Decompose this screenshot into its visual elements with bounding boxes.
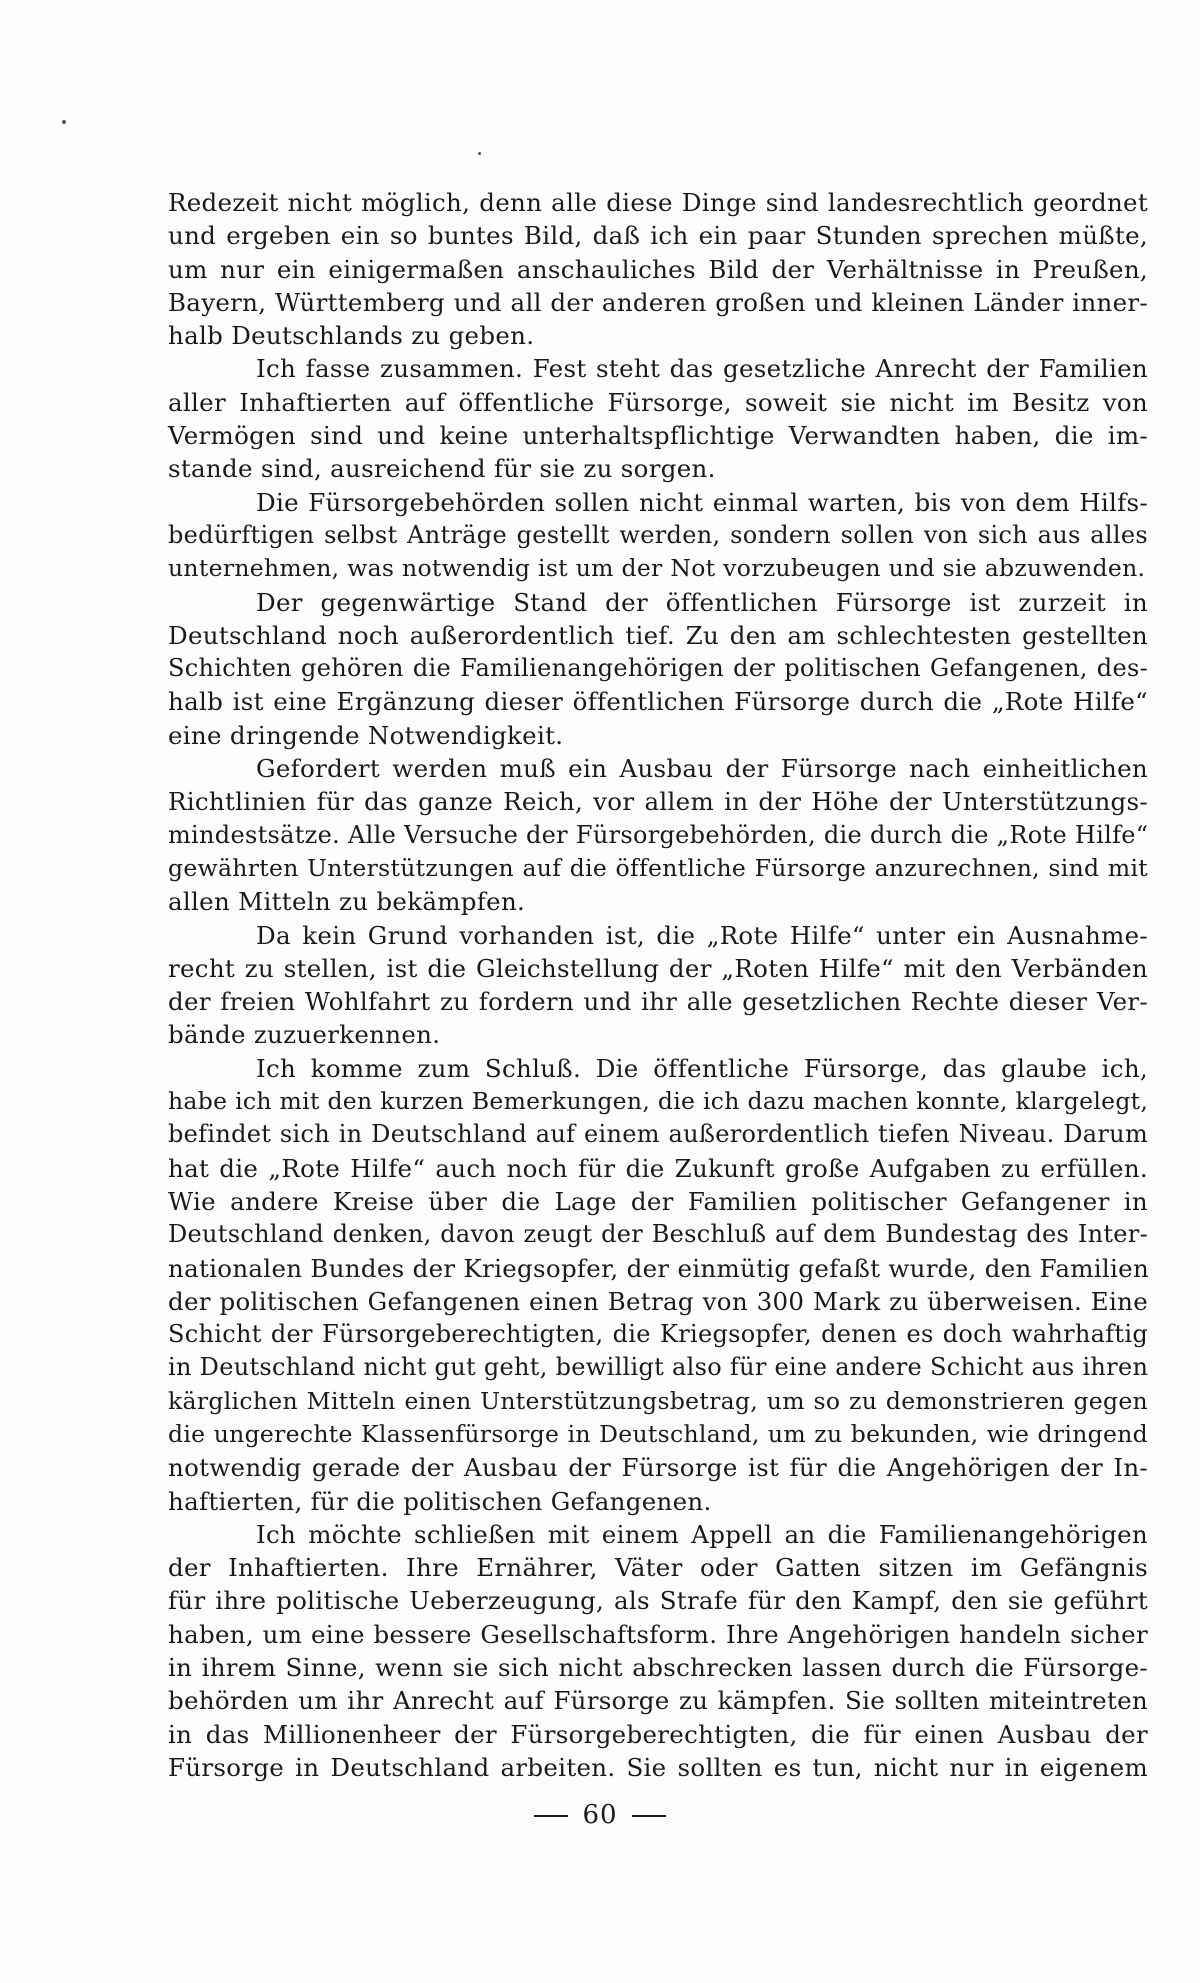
text-line: Redezeit nicht möglich, denn alle diese Dinge sind landesrechtlich geordnet [168, 188, 1148, 217]
text-line: Schichten gehören die Familienangehörigen der politischen Gefangenen, des- [168, 654, 1148, 683]
text-line: habe ich mit den kurzen Bemerkungen, die ich dazu machen konnte, klargelegt, [168, 1087, 1149, 1116]
paper-speck [62, 120, 66, 124]
text-line: unternehmen, was notwendig ist um der Not vorzubeugen und sie abzuwenden. [168, 554, 1146, 583]
text-line: Ich fasse zusammen. Fest steht das gesetzliche Anrecht der Familien [256, 354, 1148, 384]
text-line: für ihre politische Ueberzeugung, als Strafe für den Kampf, den sie geführt [168, 1586, 1148, 1616]
text-line: in ihrem Sinne, wenn sie sich nicht abschrecken lassen durch die Fürsorge- [168, 1653, 1148, 1683]
text-line: Der gegenwärtige Stand der öffentlichen Fürsorge ist zurzeit in [256, 587, 1148, 617]
paper-speck [478, 152, 481, 155]
text-line: bedürftigen selbst Anträge gestellt werden, sondern sollen von sich aus alles [168, 520, 1148, 549]
text-line: Bayern, Württemberg und all der anderen großen und kleinen Länder inner- [168, 287, 1148, 317]
text-line: in das Millionenheer der Fürsorgeberechtigten, die für einen Ausbau der [168, 1719, 1148, 1749]
text-line: der freien Wohlfahrt zu fordern und ihr alle gesetzlichen Rechte dieser Ver- [168, 987, 1148, 1017]
text-line: Ich möchte schließen mit einem Appell an die Familienangehörigen [256, 1519, 1148, 1549]
text-line: Die Fürsorgebehörden sollen nicht einmal warten, bis von dem Hilfs- [256, 487, 1148, 517]
text-line: Deutschland noch außerordentlich tief. Zu den am schlechtesten gestellten [168, 620, 1148, 650]
text-line: aller Inhaftierten auf öffentliche Fürsorge, soweit sie nicht im Besitz von [168, 387, 1148, 417]
text-line: Wie andere Kreise über die Lage der Familien politischer Gefangener in [168, 1186, 1148, 1216]
text-line: gewährten Unterstützungen auf die öffentliche Fürsorge anzurechnen, sind mit [168, 853, 1148, 882]
text-line: hat die „Rote Hilfe“ auch noch für die Zukunft große Aufgaben zu erfüllen. [168, 1153, 1148, 1183]
text-line: allen Mitteln zu bekämpfen. [168, 887, 526, 917]
dash-right [632, 1815, 666, 1817]
text-line: mindestsätze. Alle Versuche der Fürsorgebehörden, die durch die „Rote Hilfe“ [168, 820, 1149, 849]
text-line: kärglichen Mitteln einen Unterstützungsbetrag, um so zu demonstrieren gegen [168, 1386, 1148, 1415]
text-line: Richtlinien für das ganze Reich, vor allem in der Höhe der Unterstützungs- [168, 787, 1148, 817]
text-line: in Deutschland nicht gut geht, bewilligt also für eine andere Schicht aus ihren [168, 1353, 1149, 1382]
text-line: recht zu stellen, ist die Gleichstellung der „Roten Hilfe“ mit den Verbänden [168, 953, 1148, 983]
text-line: Vermögen sind und keine unterhaltspflichtige Verwandten haben, die im- [168, 421, 1148, 451]
text-line: und ergeben ein so buntes Bild, daß ich ein paar Stunden sprechen müßte, [168, 221, 1148, 251]
text-line: um nur ein einigermaßen anschauliches Bild der Verhältnisse in Preußen, [168, 254, 1148, 284]
page-number-footer [0, 1800, 1200, 1830]
text-line: eine dringende Notwendigkeit. [168, 720, 564, 750]
body-text [168, 186, 1148, 1784]
text-line: haftierten, für die politischen Gefangenen. [168, 1486, 712, 1516]
page-number: 60 [582, 1800, 618, 1830]
text-line: Gefordert werden muß ein Ausbau der Fürsorge nach einheitlichen [256, 754, 1148, 784]
text-line: notwendig gerade der Ausbau der Fürsorge ist für die Angehörigen der In- [168, 1453, 1148, 1483]
text-line: befindet sich in Deutschland auf einem außerordentlich tiefen Niveau. Darum [168, 1120, 1148, 1149]
text-line: halb ist eine Ergänzung dieser öffentlichen Fürsorge durch die „Rote Hilfe“ [168, 687, 1148, 717]
dash-left [534, 1815, 568, 1817]
text-line: Deutschland denken, davon zeugt der Beschluß auf dem Bundestag des Inter- [168, 1220, 1148, 1249]
text-line: bände zuzuerkennen. [168, 1020, 441, 1050]
text-line: Schicht der Fürsorgeberechtigten, die Kriegsopfer, denen es doch wahrhaftig [168, 1320, 1148, 1349]
text-line: der Inhaftierten. Ihre Ernährer, Väter oder Gatten sitzen im Gefängnis [168, 1553, 1148, 1583]
text-line: stande sind, ausreichend für sie zu sorgen. [168, 454, 716, 484]
text-line: Ich komme zum Schluß. Die öffentliche Fürsorge, das glaube ich, [256, 1053, 1148, 1083]
text-line: der politischen Gefangenen einen Betrag von 300 Mark zu überweisen. Eine [168, 1286, 1148, 1316]
text-line: Da kein Grund vorhanden ist, die „Rote Hilfe“ unter ein Ausnahme- [256, 920, 1148, 950]
text-line: behörden um ihr Anrecht auf Fürsorge zu kämpfen. Sie sollten miteintreten [168, 1686, 1148, 1716]
text-line: halb Deutschlands zu geben. [168, 321, 535, 351]
text-line: die ungerechte Klassenfürsorge in Deutschland, um zu bekunden, wie dringend [168, 1419, 1148, 1448]
text-line: haben, um eine bessere Gesellschaftsform. Ihre Angehörigen handeln sicher [168, 1619, 1148, 1649]
text-line: Fürsorge in Deutschland arbeiten. Sie sollten es tun, nicht nur in eigenem [168, 1752, 1148, 1782]
text-line: nationalen Bundes der Kriegsopfer, der einmütig gefaßt wurde, den Familien [168, 1253, 1150, 1283]
